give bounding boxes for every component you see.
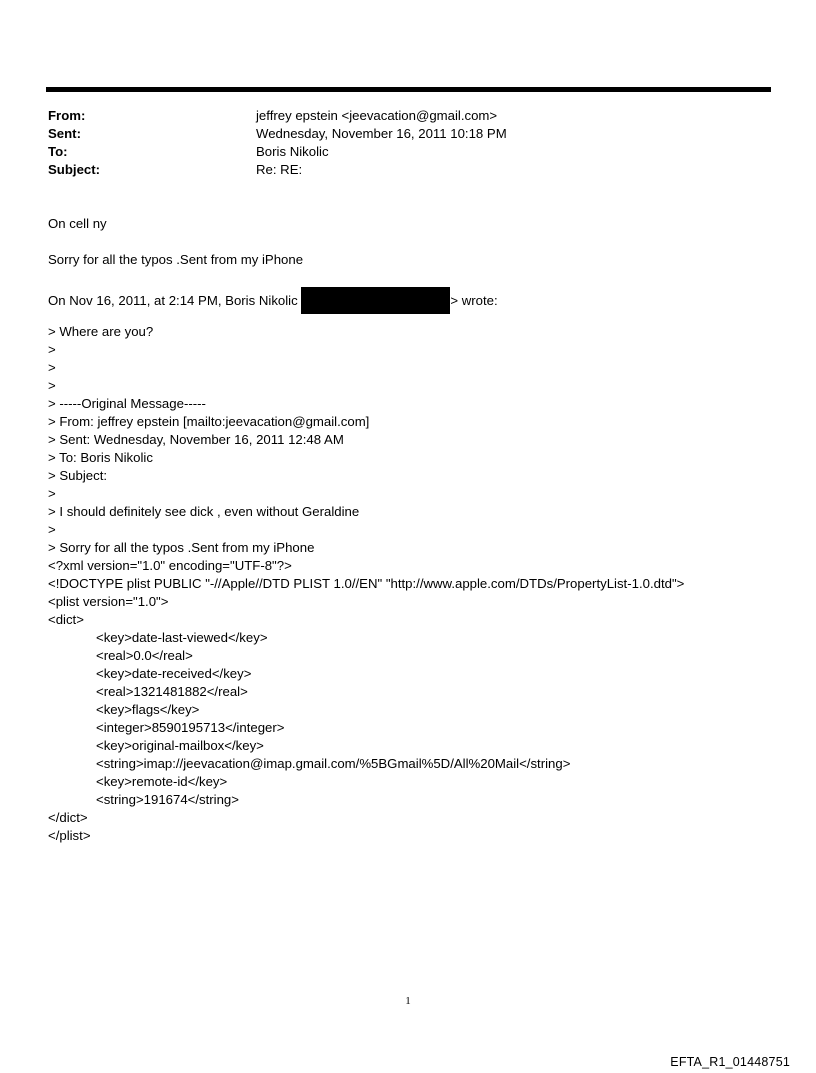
subject-row	[48, 161, 748, 179]
plist-line: <key>date-last-viewed</key>	[96, 630, 268, 645]
plist-line: <real>0.0</real>	[96, 648, 193, 663]
to-row	[48, 143, 748, 161]
wrote-suffix: > wrote:	[450, 293, 498, 308]
sent-label: Sent:	[48, 126, 81, 141]
plist-line: <key>remote-id</key>	[96, 774, 228, 789]
plist-line: <key>original-mailbox</key>	[96, 738, 264, 753]
redaction-box	[301, 287, 450, 314]
email-body	[48, 215, 788, 845]
plist-line: <string>191674</string>	[96, 792, 239, 807]
email-header	[48, 107, 748, 179]
quoted-line: >	[48, 360, 56, 375]
quoted-line: > From: jeffrey epstein [mailto:jeevacation@gmail.com]	[48, 414, 370, 429]
from-value: jeffrey epstein <jeevacation@gmail.com>	[256, 108, 498, 123]
plist-line: <key>flags</key>	[96, 702, 200, 717]
quoted-line: > To: Boris Nikolic	[48, 450, 153, 465]
quoted-line: >	[48, 486, 56, 501]
quoted-message	[48, 323, 788, 557]
plist-block	[48, 557, 788, 845]
plist-line: <!DOCTYPE plist PUBLIC "-//Apple//DTD PLIST 1.0//EN" "http://www.apple.com/DTDs/PropertyList-1.0.dtd">	[48, 576, 685, 591]
quoted-line: > I should definitely see dick , even without Geraldine	[48, 504, 360, 519]
paragraph-gap	[48, 233, 788, 251]
sent-value: Wednesday, November 16, 2011 10:18 PM	[256, 126, 507, 141]
quoted-line: >	[48, 342, 56, 357]
subject-label: Subject:	[48, 162, 101, 177]
header-rule	[46, 87, 771, 92]
body-line: On cell ny	[48, 216, 107, 231]
plist-line: <string>imap://jeevacation@imap.gmail.com/%5BGmail%5D/All%20Mail</string>	[96, 756, 571, 771]
to-value: Boris Nikolic	[256, 144, 329, 159]
plist-line: <real>1321481882</real>	[96, 684, 248, 699]
wrote-prefix: On Nov 16, 2011, at 2:14 PM, Boris Nikolic	[48, 293, 302, 308]
quoted-line: > Sorry for all the typos .Sent from my iPhone	[48, 540, 315, 555]
plist-line: <plist version="1.0">	[48, 594, 169, 609]
body-line: Sorry for all the typos .Sent from my iPhone	[48, 252, 304, 267]
plist-line: <key>date-received</key>	[96, 666, 252, 681]
plist-line: </plist>	[48, 828, 91, 843]
sent-row	[48, 125, 748, 143]
plist-line: <integer>8590195713</integer>	[96, 720, 285, 735]
from-label: From:	[48, 108, 86, 123]
plist-line: <?xml version="1.0" encoding="UTF-8"?>	[48, 558, 292, 573]
from-row	[48, 107, 748, 125]
plist-line: </dict>	[48, 810, 88, 825]
quoted-line: > Sent: Wednesday, November 16, 2011 12:48 AM	[48, 432, 344, 447]
page-number: 1	[405, 995, 411, 1007]
to-label: To:	[48, 144, 68, 159]
bates-number: EFTA_R1_01448751	[670, 1055, 790, 1069]
quoted-line: >	[48, 378, 56, 393]
subject-value: Re: RE:	[256, 162, 303, 177]
plist-line: <dict>	[48, 612, 84, 627]
quoted-line: > -----Original Message-----	[48, 396, 206, 411]
quoted-line: > Subject:	[48, 468, 108, 483]
paragraph-gap	[48, 269, 788, 287]
quoted-line: >	[48, 522, 56, 537]
wrote-line	[48, 287, 788, 308]
quoted-line: > Where are you?	[48, 324, 154, 339]
